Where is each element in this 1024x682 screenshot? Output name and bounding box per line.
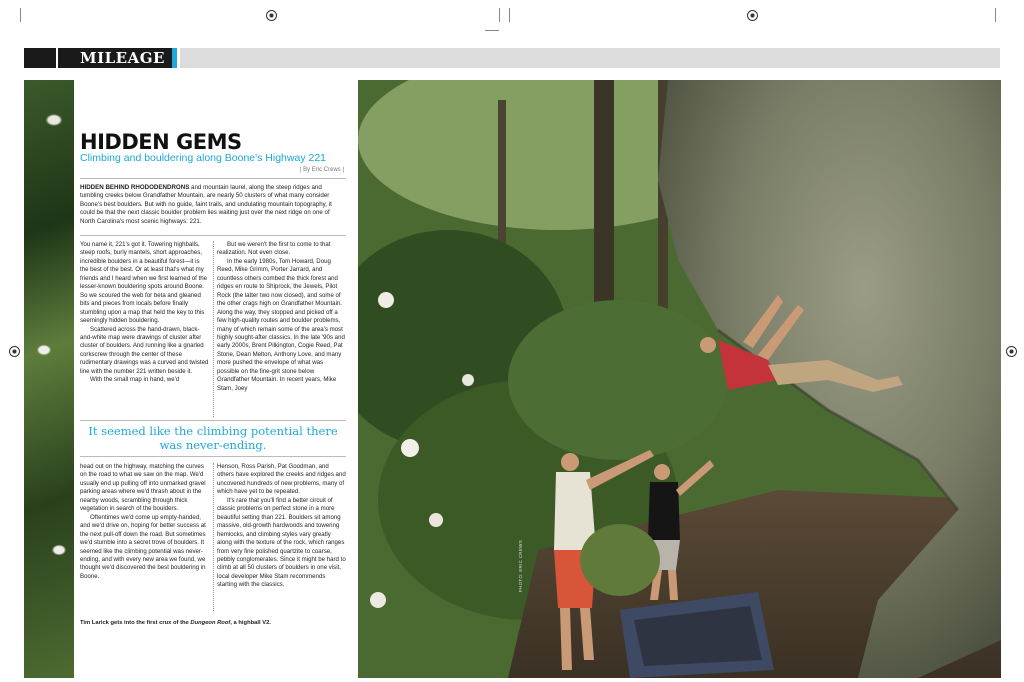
body-paragraph: You name it, 221's got it. Towering highballs, steep roofs, burly mantels, short approaches, incredible boulders in a beautiful forest—it is the best of the best. Or at least that's what my friends and I heard when we first learned of the lesser-known bouldering spots around Boone. So we scoured the web for beta and gleaned bits and pieces from locals before finally stumbling upon a map that held the key to this seemingly hidden bouldering.	[80, 241, 208, 325]
crop-mark	[485, 30, 499, 31]
mossy-rock	[580, 524, 660, 596]
section-header-rule	[180, 48, 1000, 68]
divider-rule	[80, 235, 346, 236]
intro-text: and mountain laurel, along the steep ridges and tumbling creeks below Grandfather Mountain, are nearly 50 clusters of what many consider Boone's best boulders. But with no guide, faint trails, and undulating mountain topography, it could be that the next classic boulder problem lies waiting just over the next ridge on one of North Carolina's most scenic highways: 221.	[80, 184, 332, 225]
crop-mark	[499, 8, 500, 22]
pull-quote: It seemed like the climbing potential there was never-ending.	[88, 424, 338, 452]
flower	[462, 374, 474, 386]
column-divider	[213, 463, 214, 611]
bouldering-photo	[358, 80, 1001, 678]
body-paragraph: With the small map in hand, we'd	[90, 376, 180, 384]
rhododendron-foliage	[508, 300, 728, 460]
section-label: MILEAGE	[58, 48, 172, 68]
article-subhead: Climbing and bouldering along Boone's Highway 221	[80, 152, 327, 164]
caption-text: Tim Larick gets into the first crux of the	[80, 620, 191, 626]
registration-mark	[266, 10, 277, 21]
body-paragraph: Scattered across the hand-drawn, black-and-white map were drawings of cluster after cluster of boulders. And running like a gnarled corkscrew through the center of these rudimentary drawings was a curved and twisted line with the number 221 written beside it.	[80, 325, 209, 375]
body-paragraph: head out on the highway, matching the curves on the road to what we saw on the map. We'd usually end up pulling off into unmarked gravel parking areas where we'd thrash about in the nearby woods, scrambling through thick vegetation in search of the boulders.	[80, 463, 206, 513]
divider-rule	[80, 456, 346, 457]
intro-lead-in: HIDDEN BEHIND RHODODENDRONS	[80, 184, 190, 191]
flower	[401, 439, 419, 457]
body-column-1-bottom	[80, 463, 209, 581]
flower	[370, 592, 386, 608]
body-column-1-top	[80, 241, 209, 385]
registration-mark	[747, 10, 758, 21]
crop-mark	[995, 8, 996, 22]
body-paragraph: But we weren't the first to come to that realization. Not even close.	[217, 241, 331, 257]
registration-mark	[1006, 346, 1017, 357]
photo-credit: PHOTO: ERIC CREWS	[518, 540, 523, 593]
article-byline: | By Eric Crews |	[299, 167, 344, 173]
photo-illustration	[358, 80, 1001, 678]
body-paragraph: Oftentimes we'd come up empty-handed, and we'd drive on, hoping for better success at the next pull-off down the road. But sometimes we'd stumble into a secret trove of boulders. It seemed like the climbing potential was never-ending, and with every new area we found, we thought we'd discovered the best bouldering in Boone.	[80, 513, 206, 580]
body-paragraph: In the early 1980s, Tom Howard, Doug Reed, Mike Grimm, Porter Jarrard, and countless others combed the thick forest and ridges en route to Shiprock, the Jewels, Pilot Rock (the latter two now closed), and some of the other crags high on Grandfather Mountain. Along the way, they stopped and picked off a few high-quality routes and boulder problems, many of which remain some of the area's most highly sought-after classics. In the late '90s and early 2000s, Brent Pilkington, Cogie Reed, Pat Stone, Dean Melton, Anthony Love, and many more pushed the envelope of what was possible on the fine-grit stone below Grandfather Mountain. In recent years, Mike Stam, Joey	[217, 257, 345, 392]
column-divider	[213, 241, 214, 417]
caption-text-end: , a highball V2.	[230, 620, 271, 626]
crop-mark	[509, 8, 510, 22]
registration-mark	[9, 346, 20, 357]
flower	[378, 292, 394, 308]
body-paragraph: Henson, Ross Parish, Pat Goodman, and others have explored the creeks and ridges and uncovered hundreds of new problems, many of which have yet to be repeated.	[217, 463, 346, 496]
crop-mark	[20, 8, 21, 22]
article-headline: HIDDEN GEMS	[80, 130, 242, 154]
left-photo-strip	[24, 80, 74, 678]
body-paragraph: It's rare that you'll find a better circuit of classic problems on perfect stone in a more beautiful setting than 221. Boulders sit among massive, old-growth hardwoods and towering hemlocks, and climbing styles vary greatly along with the texture of the rock, which ranges from very fine polished quartzite to coarse, pebbly conglomerates. Since it might be hard to climb at all 50 clusters of boulders in one visit, local developer Mike Stam recommends starting with the classics.	[217, 496, 346, 589]
flower	[429, 513, 443, 527]
body-column-2-bottom	[217, 463, 346, 590]
body-column-2-top	[217, 241, 346, 393]
article-intro	[80, 184, 346, 226]
divider-rule	[80, 420, 346, 421]
divider-rule	[80, 178, 346, 179]
section-accent-bar	[172, 48, 177, 68]
caption-problem-name: Dungeon Roof	[190, 620, 231, 626]
photo-caption	[80, 620, 271, 626]
section-header-block	[24, 48, 56, 68]
